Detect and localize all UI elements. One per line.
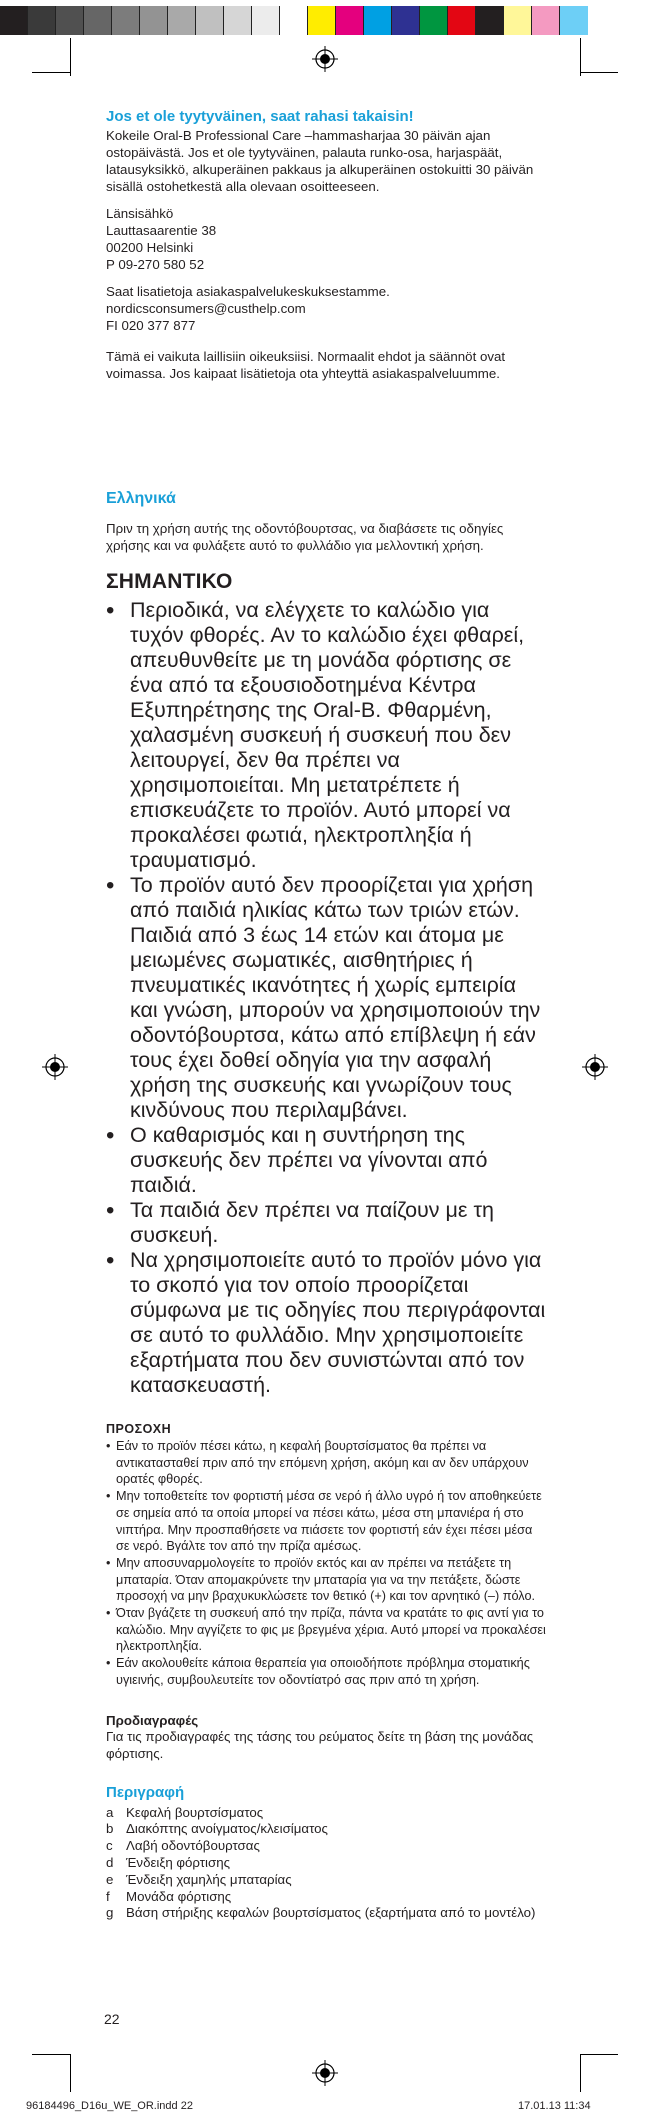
money-back-heading: Jos et ole tyytyväinen, saat rahasi takaisin!: [106, 108, 414, 125]
registration-mark-icon: [40, 1052, 70, 1082]
caution-item: • Όταν βγάζετε τη συσκευή από την πρίζα, πάντα να κρατάτε το φις αντί για το καλώδιο. Μην αγγίζετε το φις με βρεγμένα χέρια. Αυτό μπορεί να προκαλέσει ηλεκτροπληξία.: [106, 1605, 546, 1655]
specs-heading: Προδιαγραφές: [106, 1712, 199, 1728]
color-swatch: [196, 6, 224, 35]
printer-color-bar: [0, 6, 588, 35]
crop-mark: [580, 2054, 618, 2055]
part-item: [106, 1805, 546, 1822]
part-item: [106, 1821, 546, 1838]
caution-item: • Εάν ακολουθείτε κάποια θεραπεία για οποιοδήποτε πρόβλημα στοματικής υγιεινής, συμβουλευτείτε τον οδοντίατρό σας πριν από τη χρήση.: [106, 1655, 546, 1688]
part-label: Λαβή οδοντόβουρτσας: [126, 1838, 260, 1854]
color-swatch: [252, 6, 280, 35]
customer-service-contact: [106, 283, 546, 334]
part-letter: d: [106, 1854, 114, 1870]
caution-list: [106, 1438, 546, 1689]
address-line: P 09-270 580 52: [106, 257, 205, 272]
part-item: [106, 1872, 546, 1889]
important-list: [106, 598, 546, 1398]
color-swatch: [392, 6, 420, 35]
specs-text: Για τις προδιαγραφές της τάσης του ρεύματος δείτε τη βάση της μονάδας φόρτισης.: [106, 1728, 534, 1761]
important-item: • Να χρησιμοποιείτε αυτό το προϊόν μόνο για το σκοπό για τον οποίο προορίζεται σύμφωνα με τις οδηγίες που περιγράφονται σε αυτό το φυλλάδιο. Μην χρησιμοποιείτε εξαρτήματα που δεν συνιστώνται από τον κατασκευαστή.: [106, 1248, 546, 1398]
page-number: 22: [104, 2011, 120, 2027]
color-swatch: [504, 6, 532, 35]
color-swatch: [532, 6, 560, 35]
contact-line: nordicsconsumers@custhelp.com: [106, 301, 306, 316]
crop-mark: [70, 2054, 71, 2092]
parts-list: [106, 1805, 546, 1923]
part-item: [106, 1889, 546, 1906]
color-swatch: [280, 6, 308, 35]
part-label: Ένδειξη χαμηλής μπαταρίας: [126, 1871, 292, 1887]
address-line: Lauttasaarentie 38: [106, 223, 217, 238]
important-item: • Περιοδικά, να ελέγχετε το καλώδιο για τυχόν φθορές. Αν το καλώδιο έχει φθαρεί, απευθυνθείτε με τη μονάδα φόρτισης σε ένα από τα εξουσιοδοτημένα Κέντρα Εξυπηρέτησης της Oral-B. Φθαρμένη, χαλασμένη συσκευή ή συσκευή που δεν λειτουργεί, δεν θα πρέπει να χρησιμοποιείται. Μη μετατρέπετε ή επισκευάζετε το προϊόν. Αυτό μπορεί να προκαλέσει φωτιά, ηλεκτροπληξία ή τραυματισμό.: [106, 598, 546, 873]
important-item: • Το προϊόν αυτό δεν προορίζεται για χρήση από παιδιά ηλικίας κάτω των τριών ετών. Παιδιά από 3 έως 14 ετών και άτομα με μειωμένες σωματικές, αισθητήριες ή πνευματικές ικανότητες ή χωρίς εμπειρία και γνώση, μπορούν να χρησιμοποιούν την οδοντόβουρτσα, κάτω από επίβλεψη ή εάν τους έχει δοθεί οδηγία για την ασφαλή χρήση της συσκευής και γνωρίζουν τους κινδύνους που περιλαμβάνει.: [106, 873, 546, 1123]
color-swatch: [364, 6, 392, 35]
important-item: • Ο καθαρισμός και η συντήρηση της συσκευής δεν πρέπει να γίνονται από παιδιά.: [106, 1123, 546, 1198]
money-back-intro: Kokeile Oral-B Professional Care –hammasharjaa 30 päivän ajan ostopäivästä. Jos et ole tyytyväinen, palauta runko-osa, harjaspäät, latausyksikkö, alkuperäinen pakkaus ja alkuperäinen ostokuitti 30 päivän sisällä ostohetkestä alla olevaan osoitteeseen.: [106, 128, 534, 194]
registration-mark-icon: [310, 2058, 340, 2088]
part-label: Βάση στήριξης κεφαλών βουρτσίσματος (εξαρτήματα από το μοντέλο): [126, 1905, 536, 1921]
greek-language-heading: Ελληνικά: [106, 490, 176, 507]
caution-item: • Εάν το προϊόν πέσει κάτω, η κεφαλή βουρτσίσματος θα πρέπει να αντικατασταθεί πριν από την επόμενη χρήση, ακόμη και αν δεν υπάρχουν ορατές φθορές.: [106, 1438, 546, 1488]
color-swatch: [308, 6, 336, 35]
color-swatch: [560, 6, 588, 35]
color-swatch: [56, 6, 84, 35]
color-swatch: [224, 6, 252, 35]
color-swatch: [336, 6, 364, 35]
crop-mark: [32, 2054, 70, 2055]
color-swatch: [112, 6, 140, 35]
description-heading: Περιγραφή: [106, 1783, 185, 1801]
color-swatch: [28, 6, 56, 35]
crop-mark: [32, 72, 70, 73]
part-item: [106, 1855, 546, 1872]
part-item: [106, 1838, 546, 1855]
important-heading: ΣΗΜΑΝΤΙΚΟ: [106, 570, 233, 593]
address-line: 00200 Helsinki: [106, 240, 194, 255]
crop-mark: [580, 2054, 581, 2092]
part-letter: a: [106, 1804, 114, 1820]
part-letter: g: [106, 1905, 114, 1921]
part-letter: c: [106, 1838, 113, 1854]
part-letter: b: [106, 1821, 114, 1837]
footer-file-info: 96184496_D16u_WE_OR.indd 22: [26, 2100, 193, 2112]
important-item: • Τα παιδιά δεν πρέπει να παίζουν με τη συσκευή.: [106, 1198, 546, 1248]
registration-mark-icon: [580, 1052, 610, 1082]
part-label: Διακόπτης ανοίγματος/κλεισίματος: [126, 1821, 328, 1837]
address-line: Länsisähkö: [106, 206, 174, 221]
greek-section: [106, 490, 546, 1922]
color-swatch: [420, 6, 448, 35]
caution-item: • Μην τοποθετείτε τον φορτιστή μέσα σε νερό ή άλλο υγρό ή τον αποθηκεύετε σε σημεία από τα οποία μπορεί να πέσει κάτω, μέσα στη μπανιέρα ή στο νιπτήρα. Μην προσπαθήσετε να πιάσετε τον φορτιστή εάν έχει πέσει μέσα σε νερό. Βγάλτε τον από την πρίζα αμέσως.: [106, 1488, 546, 1555]
greek-intro: Πριν τη χρήση αυτής της οδοντόβουρτσας, να διαβάσετε τις οδηγίες χρήσης και να φυλάξετε αυτό το φυλλάδιο για μελλοντική χρήση.: [106, 521, 504, 553]
part-letter: f: [106, 1888, 110, 1904]
part-letter: e: [106, 1871, 114, 1887]
color-swatch: [448, 6, 476, 35]
color-swatch: [0, 6, 28, 35]
registration-mark-icon: [310, 44, 340, 74]
crop-mark: [70, 38, 71, 76]
legal-notice: Tämä ei vaikuta laillisiin oikeuksiisi. Normaalit ehdot ja säännöt ovat voimassa. Jos kaipaat lisätietoja ota yhteyttä asiakaspalveluumme.: [106, 349, 506, 381]
color-swatch: [140, 6, 168, 35]
crop-mark: [580, 72, 618, 73]
color-swatch: [168, 6, 196, 35]
part-label: Κεφαλή βουρτσίσματος: [126, 1804, 264, 1820]
caution-heading: ΠΡΟΣΟΧΗ: [106, 1422, 172, 1436]
footer-timestamp: 17.01.13 11:34: [518, 2100, 591, 2112]
part-label: Ένδειξη φόρτισης: [126, 1854, 231, 1870]
caution-item: • Μην αποσυναρμολογείτε το προϊόν εκτός και αν πρέπει να πετάξετε τη μπαταρία. Όταν απομακρύνετε την μπαταρία για να την πετάξετε, δώστε προσοχή να μην βραχυκυκλώσετε τον θετικό (+) και τον αρνητικό (–) πόλο.: [106, 1555, 546, 1605]
part-label: Μονάδα φόρτισης: [126, 1888, 232, 1904]
contact-line: FI 020 377 877: [106, 318, 196, 333]
color-swatch: [84, 6, 112, 35]
part-item: [106, 1905, 546, 1922]
return-address: [106, 205, 546, 273]
color-swatch: [476, 6, 504, 35]
contact-line: Saat lisatietoja asiakaspalvelukeskuksestamme.: [106, 284, 390, 299]
crop-mark: [580, 38, 581, 76]
finnish-section: [106, 108, 546, 392]
